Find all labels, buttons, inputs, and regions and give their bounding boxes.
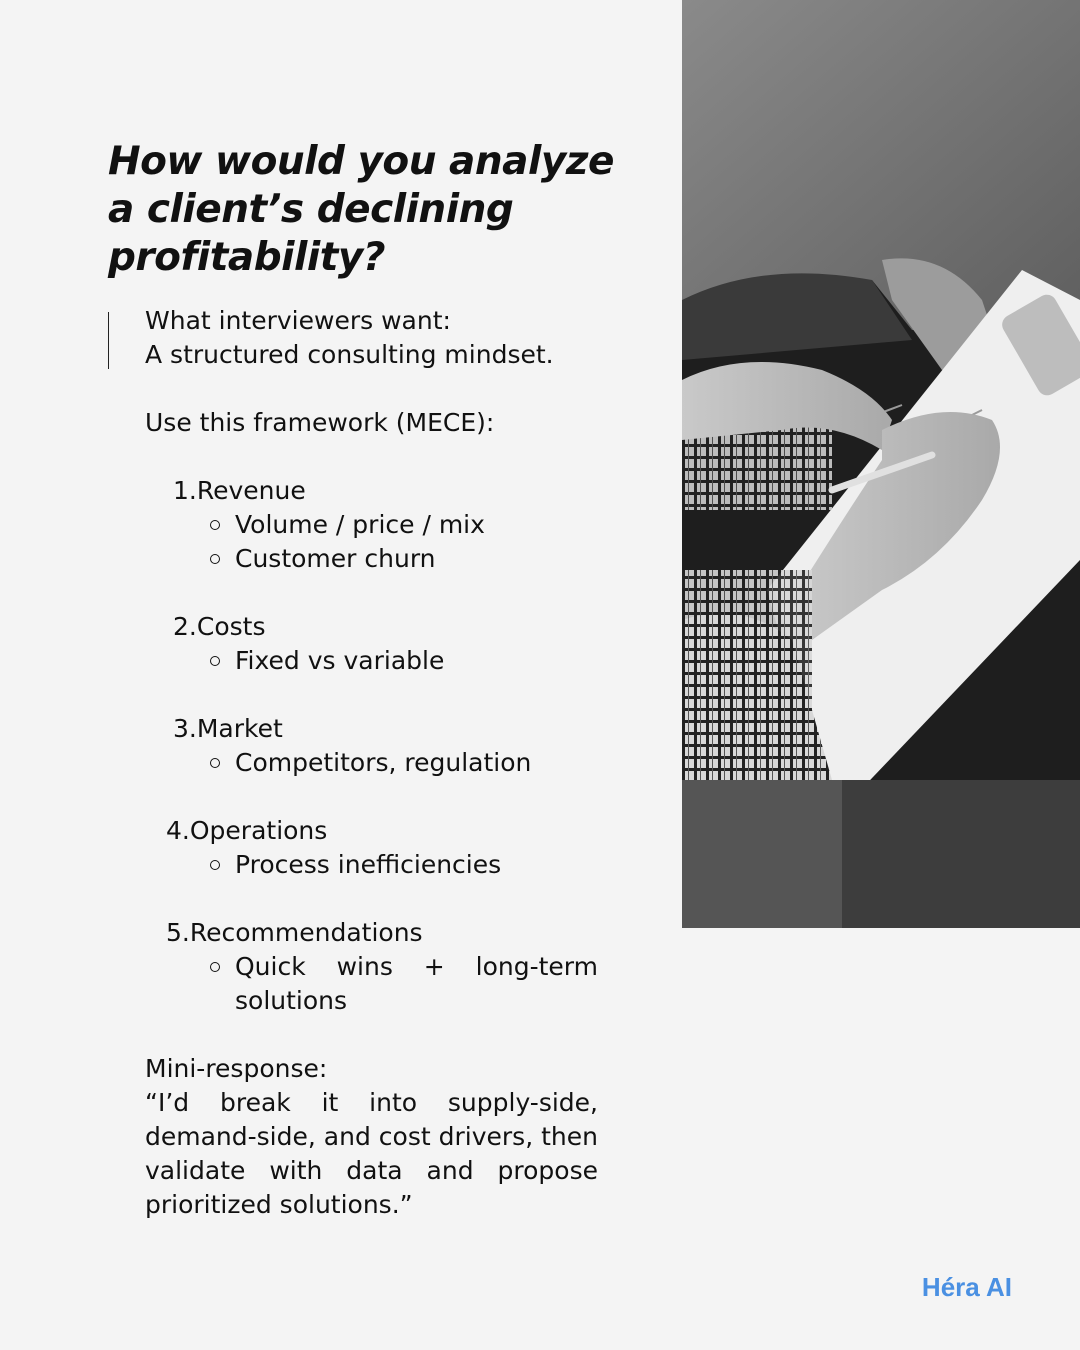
- section-label: Market: [196, 714, 283, 743]
- section-number: 2.: [173, 612, 197, 641]
- interview-photo: [682, 0, 1080, 928]
- list-item: Customer churn: [145, 542, 598, 576]
- brand-logo: Héra AI: [921, 1272, 1012, 1302]
- framework-section: [145, 916, 598, 950]
- section-label: Recommendations: [189, 918, 423, 947]
- section-number: 3.: [173, 714, 197, 743]
- list-item: Quick wins + long-term solutions: [145, 950, 598, 1018]
- page-title: How would you analyze a client’s declining profitability?: [108, 139, 614, 280]
- section-number: 4.: [166, 816, 190, 845]
- circle-bullet-icon: [210, 554, 220, 564]
- circle-bullet-icon: [210, 758, 220, 768]
- section-number: 1.: [173, 476, 197, 505]
- framework-heading: Use this framework (MECE):: [145, 408, 495, 437]
- list-item: Volume / price / mix: [145, 508, 598, 542]
- circle-bullet-icon: [210, 520, 220, 530]
- mini-response-heading: Mini-response:: [145, 1054, 328, 1083]
- content-column: [145, 304, 598, 1222]
- section-label: Operations: [189, 816, 328, 845]
- intro-line-1: What interviewers want:: [145, 306, 451, 335]
- quote-rule: [108, 312, 109, 369]
- section-label: Revenue: [196, 476, 306, 505]
- framework-section: [145, 474, 598, 508]
- section-label: Costs: [196, 612, 266, 641]
- photo-illustration: [682, 0, 1080, 928]
- framework-section: [145, 814, 598, 848]
- framework-section: [145, 712, 598, 746]
- list-item: Competitors, regulation: [145, 746, 598, 780]
- list-item: Process inefficiencies: [145, 848, 598, 882]
- framework-section: [145, 610, 598, 644]
- intro-line-2: A structured consulting mindset.: [145, 340, 554, 369]
- list-item: Fixed vs variable: [145, 644, 598, 678]
- circle-bullet-icon: [210, 860, 220, 870]
- mini-response-text: “I’d break it into supply-side, demand-side, and cost drivers, then validate with data and propose prioritized solutions.”: [145, 1088, 598, 1219]
- section-number: 5.: [166, 918, 190, 947]
- circle-bullet-icon: [210, 962, 220, 972]
- circle-bullet-icon: [210, 656, 220, 666]
